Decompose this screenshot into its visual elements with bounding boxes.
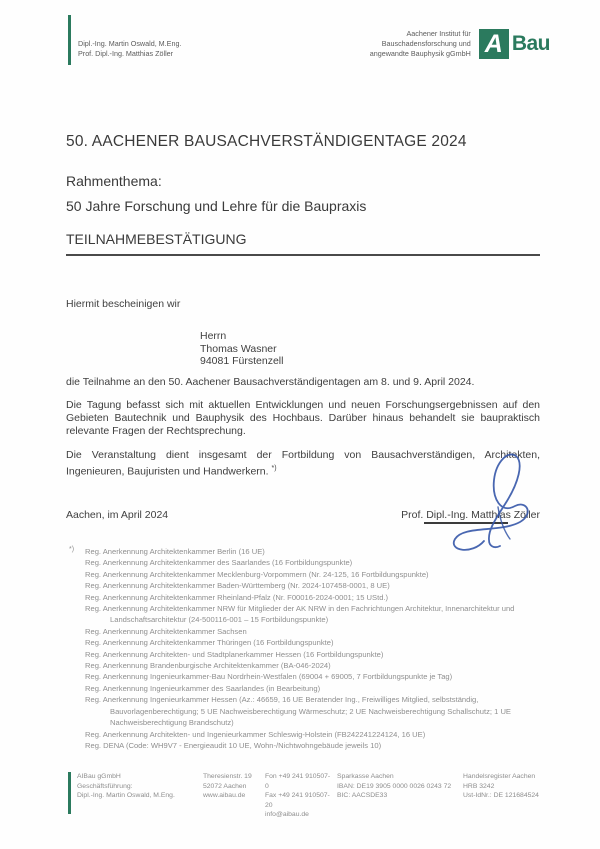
author-names bbox=[78, 39, 181, 65]
institute-name bbox=[370, 29, 471, 59]
footer-iban: IBAN: DE19 3905 0000 0026 0243 72 bbox=[337, 782, 452, 790]
footnote-item: Reg. Anerkennung Architektenkammer Mecklenburg-Vorpommern (Nr. 24-125, 16 Fortbildungspunkte) bbox=[85, 569, 429, 579]
footnote-item: Reg. Anerkennung Architektenkammer Thüringen (16 Fortbildungspunkte) bbox=[85, 638, 334, 648]
footer-hrb: HRB 3242 bbox=[463, 782, 495, 790]
footnote-item: Reg. Anerkennung Ingenieurkammer des Saarlandes (in Bearbeitung) bbox=[85, 683, 321, 693]
footnote-item: Reg. Anerkennung Architektenkammer Rheinland-Pfalz (Nr. F00016-2024-0001; 15 UStd.) bbox=[85, 592, 389, 602]
footnote-reference-marker: *) bbox=[271, 465, 277, 472]
footnote-item: Reg. Anerkennung Architekten- und Stadtplanerkammer Hessen (16 Fortbildungspunkte) bbox=[85, 649, 384, 659]
recipient-salutation: Herrn bbox=[200, 330, 227, 342]
footer-accent-bar bbox=[68, 772, 71, 814]
footnotes-marker: *) bbox=[69, 546, 75, 553]
footnote-item: Reg. Anerkennung Architektenkammer des Saarlandes (16 Fortbildungspunkte) bbox=[85, 558, 353, 568]
footer-bic: BIC: AACSDE33 bbox=[337, 792, 388, 800]
footnote-item: Reg. DENA (Code: WH9V7 - Energieaudit 10 UE, Wohn-/Nichtwohngebäude jeweils 10) bbox=[85, 740, 382, 750]
body-paragraph-1: Die Tagung befasst sich mit aktuellen Entwicklungen und neuen Forschungsergebnissen auf den Gebieten Bautechnik und Bauphysik des Hochbaus. Darüber hinaus behandelt sie baupraktisch relevante Fragen der Rechtsprechung. bbox=[66, 399, 540, 437]
footnote-item: Reg. Anerkennung Architektenkammer Berlin (16 UE) bbox=[85, 547, 265, 556]
footer-company bbox=[77, 772, 203, 820]
footer-city: 52072 Aachen bbox=[203, 782, 247, 790]
theme-text: 50 Jahre Forschung und Lehre für die Baupraxis bbox=[66, 198, 367, 214]
footer-bank bbox=[337, 772, 463, 820]
footnote-item: Reg. Anerkennung Ingenieurkammer Hessen (Az.: 46659, 16 UE Beratender Ing., Freiwilliges Mitglied, selbstständig, Bauvorlagenberechtigung; 5 UE Nachweisberechtigung Wärmeschutz; 2 UE Nachweisberechtigung Schallschutz; 1 UE Nachweisberechtigung Brandschutz) bbox=[85, 695, 511, 728]
handwritten-signature bbox=[428, 447, 550, 559]
letterhead bbox=[68, 15, 550, 65]
institute-line-1: Aachener Institut für bbox=[406, 29, 471, 38]
certificate-heading: TEILNAHMEBESTÄTIGUNG bbox=[66, 231, 540, 256]
recipient-block bbox=[200, 330, 283, 368]
event-title: 50. AACHENER BAUSACHVERSTÄNDIGENTAGE 2024 bbox=[66, 133, 467, 150]
footer-company-name: AIBau gGmbH bbox=[77, 773, 121, 780]
footer-register-court: Handelsregister Aachen bbox=[463, 773, 536, 780]
author-line-2: Prof. Dipl.-Ing. Matthias Zöller bbox=[78, 49, 174, 58]
author-line-1: Dipl.-Ing. Martin Oswald, M.Eng. bbox=[78, 39, 182, 48]
footnote-item: Reg. Anerkennung Architektenkammer Baden-Württemberg (Nr. 2024-107458-0001, 8 UE) bbox=[85, 581, 390, 591]
footer-register bbox=[463, 772, 560, 820]
footer-phone: Fon +49 241 910507-0 bbox=[265, 773, 331, 790]
body-paragraph-2-text: Die Veranstaltung dient insgesamt der Fortbildung von Bausachverständigen, Architekten, Ingenieuren, Baujuristen und Handwerkern. bbox=[66, 449, 540, 478]
footer-contact bbox=[265, 772, 337, 820]
footer-address bbox=[203, 772, 265, 820]
institute-line-3: angewandte Bauphysik gGmbH bbox=[369, 49, 471, 58]
recipient-name: Thomas Wasner bbox=[200, 342, 277, 355]
aibau-logo bbox=[479, 29, 550, 59]
footer-fax: Fax +49 241 910507-20 bbox=[265, 792, 330, 809]
confirmation-line: die Teilnahme an den 50. Aachener Bausachverständigentagen am 8. und 9. April 2024. bbox=[66, 376, 475, 388]
letterhead-right bbox=[370, 15, 550, 65]
footer-bank-name: Sparkasse Aachen bbox=[337, 773, 394, 780]
theme-label: Rahmenthema: bbox=[66, 173, 162, 189]
recipient-city: 94081 Fürstenzell bbox=[200, 355, 284, 367]
footnote-item: Reg. Anerkennung Architektenkammer Sachsen bbox=[85, 626, 247, 636]
footnotes-block bbox=[66, 546, 548, 751]
letterhead-left bbox=[68, 15, 181, 65]
aibau-logo-word: Bau bbox=[511, 32, 550, 55]
institute-line-2: Bauschadensforschung und bbox=[381, 39, 471, 48]
footer bbox=[68, 772, 560, 820]
header-accent-bar bbox=[68, 15, 71, 65]
footnote-item: Reg. Anerkennung Brandenburgische Architektenkammer (BA-046-2024) bbox=[85, 661, 331, 671]
place-date: Aachen, im April 2024 bbox=[66, 509, 169, 521]
footnote-item: Reg. Anerkennung Architektenkammer NRW für Mitglieder der AK NRW in den Fachrichtungen Architektur, Innenarchitektur und Landschaftsarchitektur (24-500116-001 – 15 Fortbildungspunkte) bbox=[85, 604, 515, 625]
footer-website: www.aibau.de bbox=[203, 792, 246, 800]
aibau-logo-square: A bbox=[479, 29, 511, 59]
signer-name: Prof. Dipl.-Ing. Matthias Zöller bbox=[401, 509, 540, 521]
footer-email: info@aibau.de bbox=[265, 811, 309, 819]
footer-manager-name: Dipl.-Ing. Martin Oswald, M.Eng. bbox=[77, 792, 175, 800]
footer-vat-id: Ust-IdNr.: DE 121684524 bbox=[463, 792, 539, 800]
footer-street: Theresienstr. 19 bbox=[203, 773, 252, 780]
footnote-item: Reg. Anerkennung Architekten- und Ingenieurkammer Schleswig-Holstein (FB242241224124, 16 UE) bbox=[85, 729, 426, 739]
footer-management-label: Geschäftsführung: bbox=[77, 782, 133, 790]
intro-line: Hiermit bescheinigen wir bbox=[66, 298, 181, 310]
footnote-item: Reg. Anerkennung Ingenieurkammer-Bau Nordrhein-Westfalen (69004 + 69005, 7 Fortbildungspunkte je Tag) bbox=[85, 672, 453, 682]
